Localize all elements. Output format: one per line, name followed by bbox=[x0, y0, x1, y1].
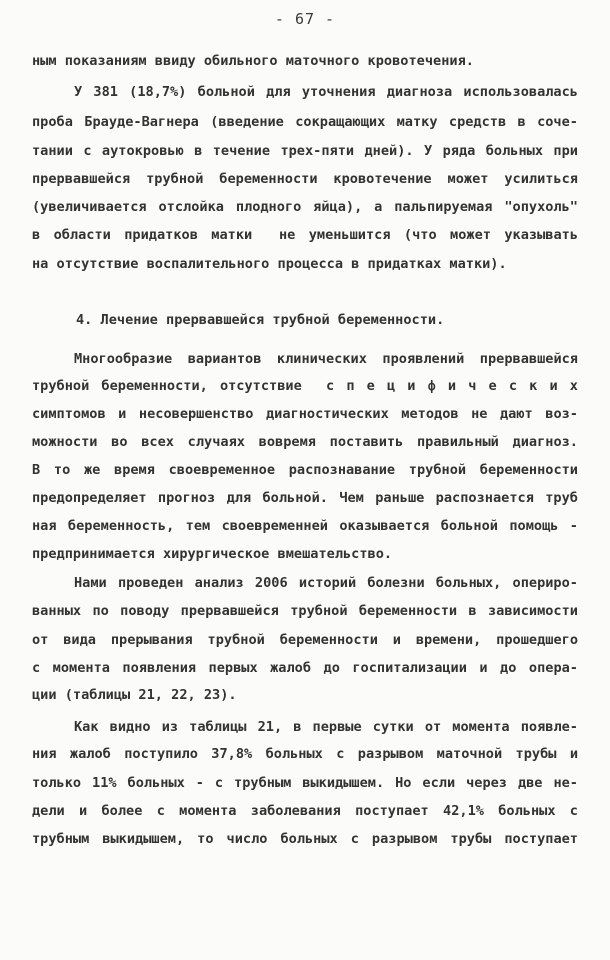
text-line: Нами проведен анализ 2006 историй болезни больных, опериро- bbox=[74, 575, 578, 591]
text-line: только 11% больных - с трубным выкидышем. Но если через две не- bbox=[32, 775, 578, 791]
text-line: ции (таблицы 21, 22, 23). bbox=[32, 687, 237, 703]
text-line: Многообразие вариантов клинических проявлений прервавшейся bbox=[74, 351, 578, 367]
text-line: (увеличивается отслойка плодного яйца), а пальпируемая "опухоль" bbox=[32, 199, 578, 215]
text-line: тании с аутокровью в течение трех-пяти дней). У ряда больных при bbox=[32, 143, 578, 159]
text-line: симптомов и несовершенство диагностических методов не дают воз- bbox=[32, 406, 578, 422]
text-line: У 381 (18,7%) больной для уточнения диагноза использовалась bbox=[74, 84, 578, 100]
text-line: можности во всех случаях вовремя поставить правильный диагноз. bbox=[32, 434, 578, 450]
text-line: ная беременность, тем своевременней оказывается больной помощь - bbox=[32, 518, 578, 534]
text-line: в области придатков матки не уменьшится (что может указывать bbox=[32, 227, 578, 243]
text-line: предопределяет прогноз для больной. Чем раньше распознается труб bbox=[32, 490, 578, 506]
text-line: ния жалоб поступило 37,8% больных с разрывом маточной трубы и bbox=[32, 746, 578, 762]
text-line: от вида прерывания трубной беременности и времени, прошедшего bbox=[32, 632, 578, 648]
text-line: ным показаниям ввиду обильного маточного кровотечения. bbox=[32, 53, 474, 69]
text-line: прервавшейся трубной беременности кровотечение может усилиться bbox=[32, 171, 578, 187]
text-line: с момента появления первых жалоб до госпитализации и до опера- bbox=[32, 660, 578, 676]
text-line: трубной беременности, отсутствие с п е ц и ф и ч е с к и х bbox=[32, 378, 578, 394]
page-number: - 67 - bbox=[274, 10, 336, 28]
section-heading: 4. Лечение прервавшейся трубной беременности. bbox=[76, 312, 445, 328]
text-line: на отсутствие воспалительного процесса в придатках матки). bbox=[32, 256, 507, 272]
text-line: ванных по поводу прервавшейся трубной беременности в зависимости bbox=[32, 603, 578, 619]
text-line: дели и более с момента заболевания поступает 42,1% больных с bbox=[32, 803, 578, 819]
text-line: предпринимается хирургическое вмешательство. bbox=[32, 546, 393, 562]
text-line: В то же время своевременное распознавание трубной беременности bbox=[32, 462, 578, 478]
text-line: трубным выкидышем, то число больных с разрывом трубы поступает bbox=[32, 831, 578, 847]
text-line: проба Брауде-Вагнера (введение сокращающих матку средств в соче- bbox=[32, 114, 578, 130]
text-line: Как видно из таблицы 21, в первые сутки от момента появле- bbox=[74, 719, 578, 735]
